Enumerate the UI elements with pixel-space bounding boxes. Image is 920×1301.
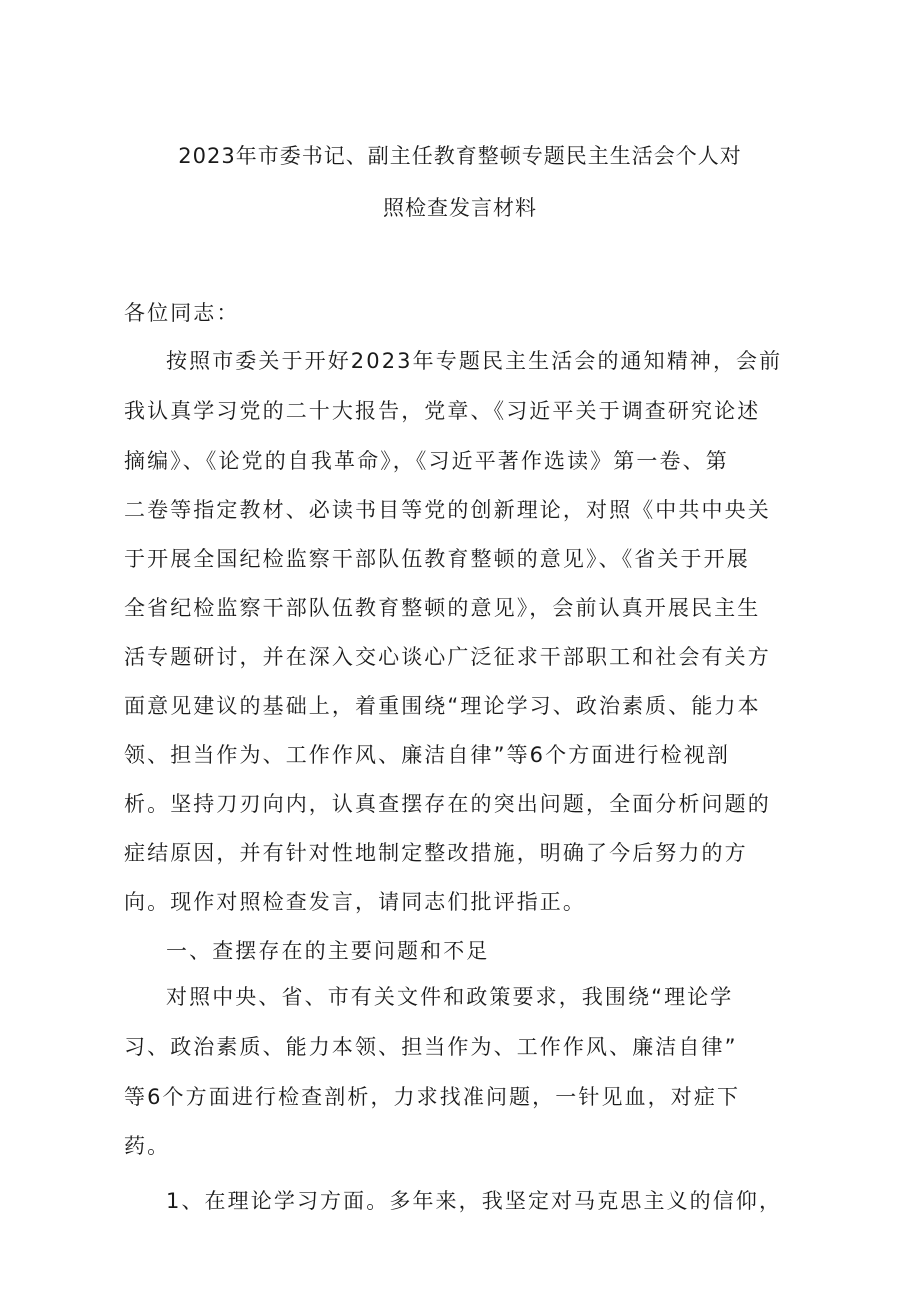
paragraph-2-line: 药。 [124,1134,171,1158]
paragraph-2-line: 等6个方面进行检查剖析，力求找准问题，一针见血，对症下 [124,1085,741,1109]
paragraph-2-line: 对照中央、省、市有关文件和政策要求，我围绕“理论学 [166,985,734,1009]
paragraph-1-line: 领、担当作为、工作作风、廉洁自律”等6个方面进行检视剖 [124,743,730,767]
paragraph-1-line: 按照市委关于开好2023年专题民主生活会的通知精神，会前 [166,349,783,373]
paragraph-1-line: 向。现作对照检查发言，请同志们批评指正。 [124,890,586,914]
salutation: 各位同志： [124,301,240,325]
paragraph-1-line: 全省纪检监察干部队伍教育整顿的意见》，会前认真开展民主生 [124,596,761,620]
section-heading: 一、查摆存在的主要问题和不足 [166,939,490,963]
paragraph-1-line: 析。坚持刀刃向内，认真查摆存在的突出问题，全面分析问题的 [124,792,771,816]
document-title-line-2: 照检查发言材料 [383,196,537,220]
paragraph-3-line: 1、在理论学习方面。多年来，我坚定对马克思主义的信仰， [166,1189,783,1213]
paragraph-1-line: 摘编》、《论党的自我革命》，《习近平著作选读》第一卷、第 [124,449,729,473]
paragraph-1-line: 我认真学习党的二十大报告，党章、《习近平关于调查研究论述 [124,399,761,423]
paragraph-1-line: 活专题研讨，并在深入交心谈心广泛征求干部职工和社会有关方 [124,645,771,669]
paragraph-1-line: 症结原因，并有针对性地制定整改措施，明确了今后努力的方 [124,841,748,865]
paragraph-1-line: 二卷等指定教材、必读书目等党的创新理论，对照《中共中央关 [124,498,771,522]
paragraph-1-line: 面意见建议的基础上，着重围绕“理论学习、政治素质、能力本 [124,694,761,718]
document-title-line-1: 2023年市委书记、副主任教育整顿专题民主生活会个人对 [178,144,742,168]
paragraph-1-line: 于开展全国纪检监察干部队伍教育整顿的意见》、《省关于开展 [124,547,750,571]
paragraph-2-line: 习、政治素质、能力本领、担当作为、工作作风、廉洁自律” [124,1035,738,1059]
